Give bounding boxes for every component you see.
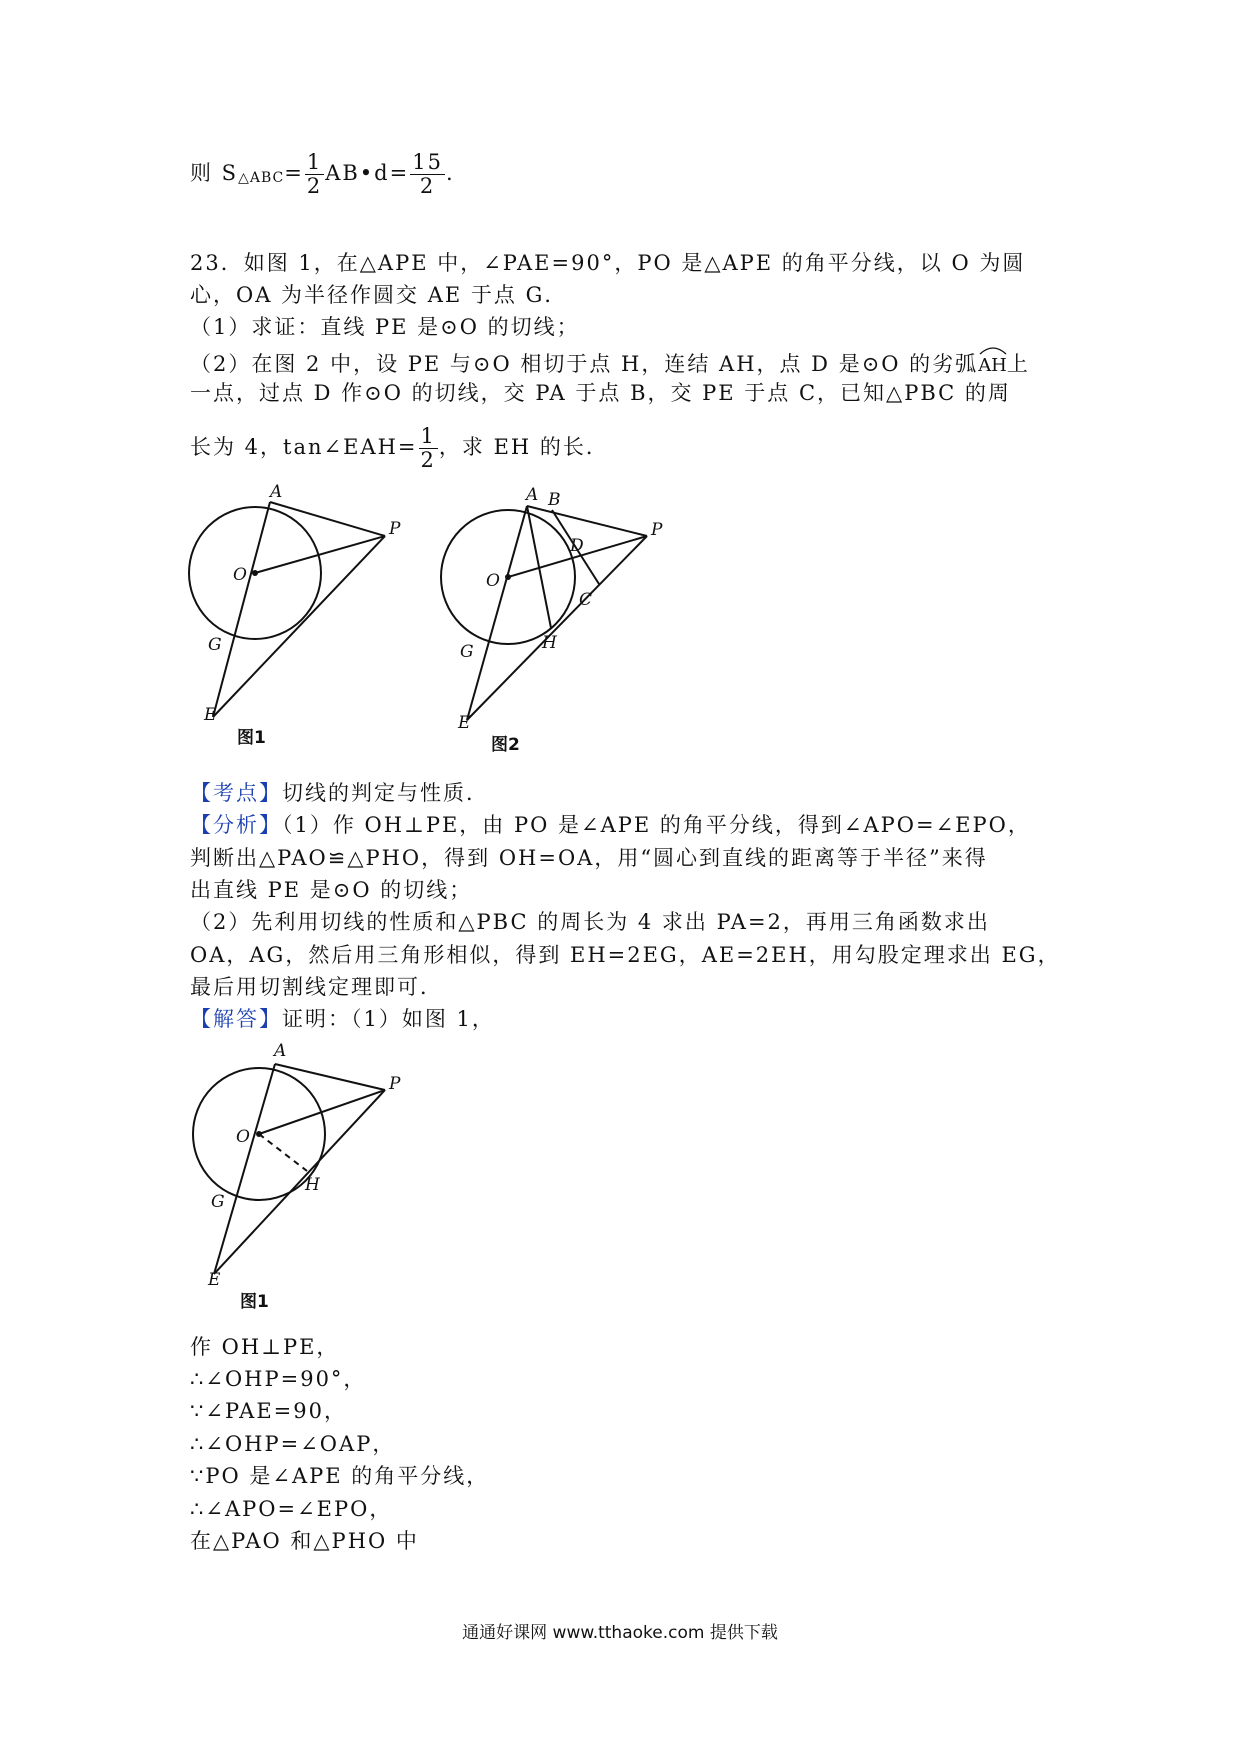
problem-line-6 xyxy=(190,426,609,471)
label-a: A xyxy=(526,485,539,505)
label-e: E xyxy=(204,705,217,725)
jieda-line xyxy=(190,1004,495,1034)
proof-line-7: 在△PAO 和△PHO 中 xyxy=(190,1529,419,1553)
fenxi-line-2: 判断出△PAO≌△PHO，得到 OH=OA，用“圆心到直线的距离等于半径”来得 xyxy=(190,846,988,870)
arc-ah xyxy=(978,345,1007,381)
proof-line-1: 作 OH⊥PE， xyxy=(190,1335,340,1359)
arc-label: AH xyxy=(978,355,1007,376)
fraction-numerator: 15 xyxy=(412,150,443,174)
formula-eq: = xyxy=(284,161,304,185)
center-dot xyxy=(505,574,511,580)
proof-line-3: ∵∠PAE=90， xyxy=(190,1399,347,1423)
jieda-text: 证明：（1）如图 1， xyxy=(282,1007,495,1031)
kaodian-tag: 【考点】 xyxy=(190,781,282,805)
fraction-denominator: 2 xyxy=(306,174,323,198)
figure-3 xyxy=(178,1035,418,1310)
center-dot xyxy=(252,570,258,576)
fraction-15-2 xyxy=(410,152,445,197)
label-p: P xyxy=(651,520,663,540)
center-dot xyxy=(256,1131,262,1137)
label-h: H xyxy=(305,1175,320,1195)
fraction-denominator: 2 xyxy=(419,174,436,198)
proof-line-5: ∵PO 是∠APE 的角平分线， xyxy=(190,1464,490,1488)
figure-1 xyxy=(175,480,405,750)
label-d: D xyxy=(570,536,584,556)
problem-line-3: （1）求证：直线 PE 是⊙O 的切线； xyxy=(190,315,580,339)
segment-pe xyxy=(213,536,385,717)
label-a: A xyxy=(270,482,283,502)
formula-prefix: 则 S xyxy=(190,161,239,185)
page-footer: 通通好课网 www.tthaoke.com 提供下载 xyxy=(462,1623,778,1643)
segment-pe xyxy=(214,1090,385,1274)
label-p: P xyxy=(389,1074,401,1094)
problem-line-2: 心，OA 为半径作圆交 AE 于点 G． xyxy=(190,283,568,307)
fenxi-line-6: 最后用切割线定理即可． xyxy=(190,975,443,999)
problem-line-4-text: （2）在图 2 中，设 PE 与⊙O 相切于点 H，连结 AH，点 D 是⊙O 的劣弧 xyxy=(190,352,979,376)
fenxi-line-1 xyxy=(190,810,1031,840)
label-e: E xyxy=(208,1270,221,1290)
area-formula xyxy=(190,152,455,197)
jieda-tag: 【解答】 xyxy=(190,1007,282,1031)
segment-ae xyxy=(213,502,270,717)
segment-ap xyxy=(270,502,385,536)
proof-line-4: ∴∠OHP=∠OAP， xyxy=(190,1432,396,1456)
problem-line-6-text: 长为 4，tan∠EAH= xyxy=(190,435,418,459)
label-a: A xyxy=(274,1041,287,1061)
segment-oh-dashed xyxy=(259,1134,307,1171)
formula-middle: AB•d= xyxy=(325,161,410,185)
problem-line-1: 23．如图 1，在△APE 中，∠PAE=90°，PO 是△APE 的角平分线，以 O 为圆 xyxy=(190,251,1026,275)
fraction-denominator: 2 xyxy=(420,448,436,472)
problem-line-4 xyxy=(190,345,1030,381)
figure-1-caption: 图1 xyxy=(237,728,266,748)
segment-ae xyxy=(467,506,527,720)
fenxi-line-3: 出直线 PE 是⊙O 的切线； xyxy=(190,878,473,902)
fenxi-line-4: （2）先利用切线的性质和△PBC 的周长为 4 求出 PA=2，再用三角函数求出 xyxy=(190,910,990,934)
label-p: P xyxy=(389,519,401,539)
formula-subscript: △ABC xyxy=(238,170,285,186)
fraction-tan xyxy=(419,426,438,471)
figure-3-caption: 图1 xyxy=(240,1292,269,1310)
fraction-half xyxy=(305,152,324,197)
proof-line-2: ∴∠OHP=90°， xyxy=(190,1367,367,1391)
label-h: H xyxy=(542,633,557,653)
proof-line-6: ∴∠APO=∠EPO， xyxy=(190,1497,393,1521)
label-o: O xyxy=(236,1127,250,1147)
figure-2-caption: 图2 xyxy=(491,735,520,755)
problem-line-4-end: 上 xyxy=(1006,352,1030,376)
segment-ah xyxy=(527,506,551,628)
fenxi-text: （1）作 OH⊥PE，由 PO 是∠APE 的角平分线，得到∠APO=∠EPO， xyxy=(282,813,1031,837)
label-g: G xyxy=(460,642,474,662)
problem-line-6-end: ，求 EH 的长． xyxy=(438,435,609,459)
label-c: C xyxy=(579,590,593,610)
kaodian-line xyxy=(190,778,489,808)
label-o: O xyxy=(233,565,247,585)
label-o: O xyxy=(486,571,500,591)
formula-end: . xyxy=(445,161,455,185)
fenxi-tag: 【分析】 xyxy=(190,813,282,837)
fraction-numerator: 1 xyxy=(306,150,323,174)
figure-2 xyxy=(425,480,675,755)
problem-line-5: 一点，过点 D 作⊙O 的切线，交 PA 于点 B，交 PE 于点 C，已知△PBC 的周 xyxy=(190,381,1011,405)
label-b: B xyxy=(548,490,561,510)
segment-pe xyxy=(467,536,647,720)
fenxi-line-5: OA，AG，然后用三角形相似，得到 EH=2EG，AE=2EH，用勾股定理求出 EG， xyxy=(190,943,1061,967)
kaodian-text: 切线的判定与性质． xyxy=(282,781,489,805)
arc-icon xyxy=(978,345,1008,355)
label-g: G xyxy=(211,1192,225,1212)
label-g: G xyxy=(208,635,222,655)
fraction-numerator: 1 xyxy=(420,424,436,448)
label-e: E xyxy=(458,713,471,733)
segment-op xyxy=(259,1090,385,1134)
